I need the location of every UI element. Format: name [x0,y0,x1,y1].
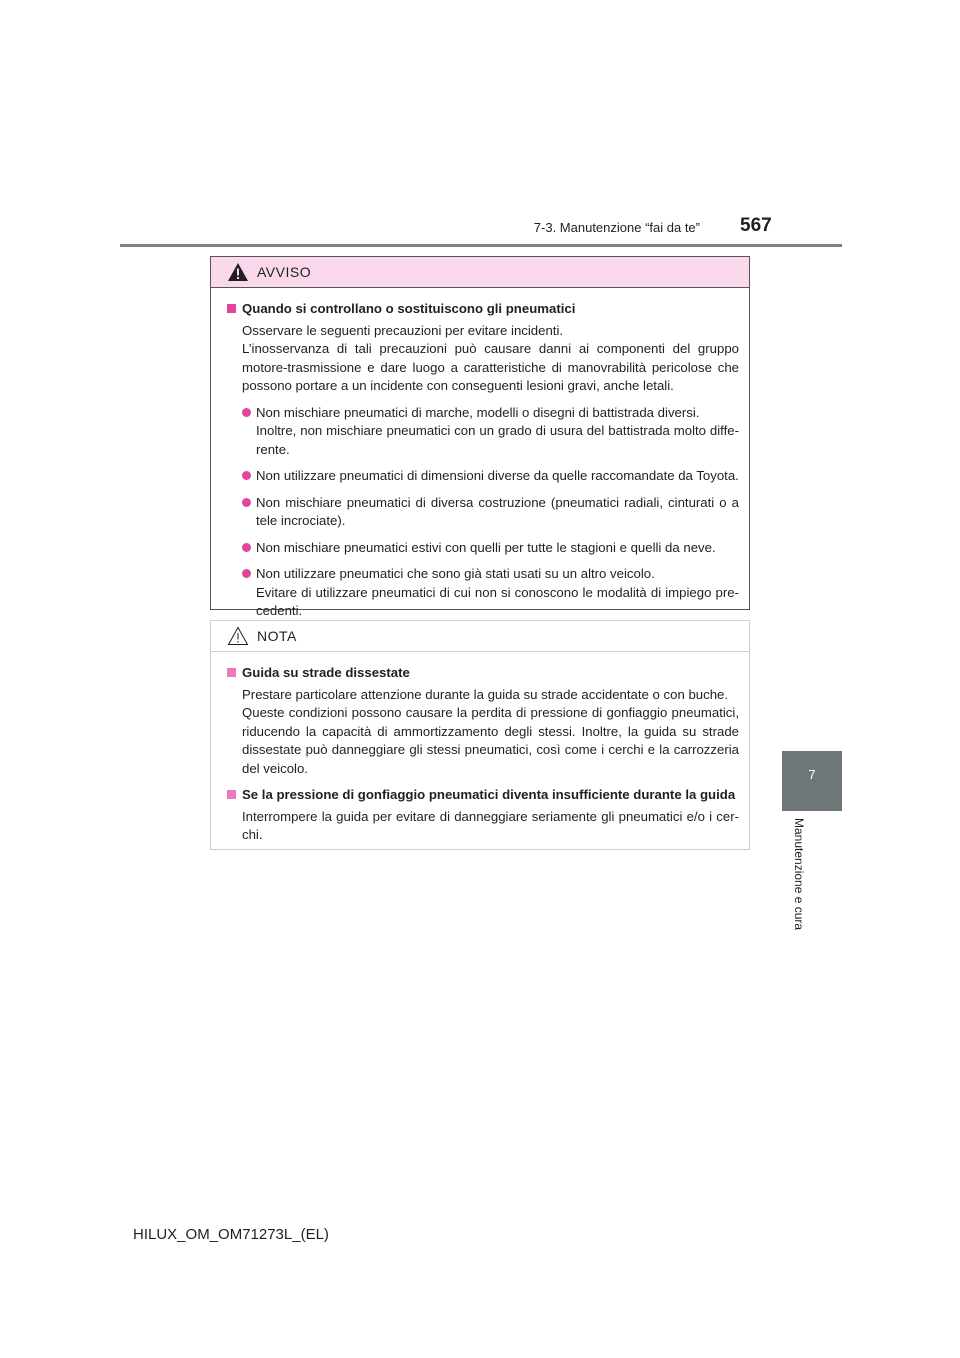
chapter-label: Manutenzione e cura [792,818,806,931]
header-divider [120,244,842,247]
warning-title: AVVISO [257,264,312,280]
bullet-line: Non utilizzare pneumatici che sono già stati usati su un altro veicolo. [256,566,655,581]
note-header [211,621,749,652]
warning-bullet [227,565,739,621]
round-bullet-icon [242,543,251,552]
bullet-line: Non mischiare pneumatici di marche, modelli o disegni di battistrada diversi. [256,404,700,420]
bullet-line: Inoltre, non mischiare pneumatici con un grado di usura del battistrada molto diffe-rente. [256,423,739,457]
note-body [211,652,749,845]
warning-intro-line: L’inosservanza di tali precauzioni può causare danni ai componenti del gruppo motore-trasmissione e dare luogo a caratteristiche di manovrabilità pericolose che possono portare a un incidente con conseguenti lesioni gravi, anche letali. [242,341,739,393]
note-paragraph [227,808,739,845]
warning-bullet [227,539,739,558]
round-bullet-icon [242,471,251,480]
bullet-line: Non utilizzare pneumatici di dimensioni diverse da quelle raccomandate da Toyota. [256,468,739,483]
round-bullet-icon [242,498,251,507]
note-box [210,620,750,850]
note-heading-text: Se la pressione di gonfiaggio pneumatici diventa insufficiente durante la guida [242,787,736,802]
warning-body [211,288,749,621]
note-line: Queste condizioni possono causare la perdita di pressione di gonfiaggio pneumatici, riducendo la capacità di ammortizzamento degli stessi. Inoltre, la guida su strade dissestate può danneggiare gli stessi pneumatici, così come i cerchi e la carrozzeria del veicolo. [242,705,739,776]
note-section-heading [227,786,739,805]
warning-intro-line: Osservare le seguenti precauzioni per evitare incidenti. [242,322,564,338]
bullet-line: Evitare di utilizzare pneumatici di cui non si conoscono le modalità di impiego pre-cedenti. [256,584,739,618]
square-bullet-icon [227,668,236,677]
caution-triangle-icon [227,626,249,646]
note-section-heading [227,664,739,683]
page-number: 567 [740,215,772,236]
note-title: NOTA [257,628,297,644]
bullet-line: Non mischiare pneumatici di diversa costruzione (pneumatici radiali, cinturati o a tele incrociate). [256,494,739,528]
warning-intro [227,322,739,396]
header-section-title: 7-3. Manutenzione “fai da te” [533,220,700,235]
bullet-line: Non mischiare pneumatici estivi con quelli per tutte le stagioni e quelli da neve. [256,539,716,555]
warning-section-heading [227,300,739,319]
note-line: Prestare particolare attenzione durante la guida su strade accidentate o con buche. [242,686,729,702]
chapter-tab: 7 [782,751,842,811]
warning-header [211,257,749,288]
note-line: Interrompere la guida per evitare di danneggiare seriamente gli pneumatici e/o i cer-chi. [242,808,739,842]
warning-triangle-icon [227,262,249,282]
warning-box [210,256,750,618]
warning-bullet [227,467,739,486]
square-bullet-icon [227,304,236,313]
warning-bullet [227,494,739,531]
note-heading-text: Guida su strade dissestate [242,665,410,680]
document-code: HILUX_OM_OM71273L_(EL) [133,1226,329,1243]
square-bullet-icon [227,790,236,799]
warning-heading-text: Quando si controllano o sostituiscono gli pneumatici [242,301,576,316]
round-bullet-icon [242,569,251,578]
note-paragraph [227,686,739,779]
round-bullet-icon [242,408,251,417]
warning-bullet [227,404,739,460]
